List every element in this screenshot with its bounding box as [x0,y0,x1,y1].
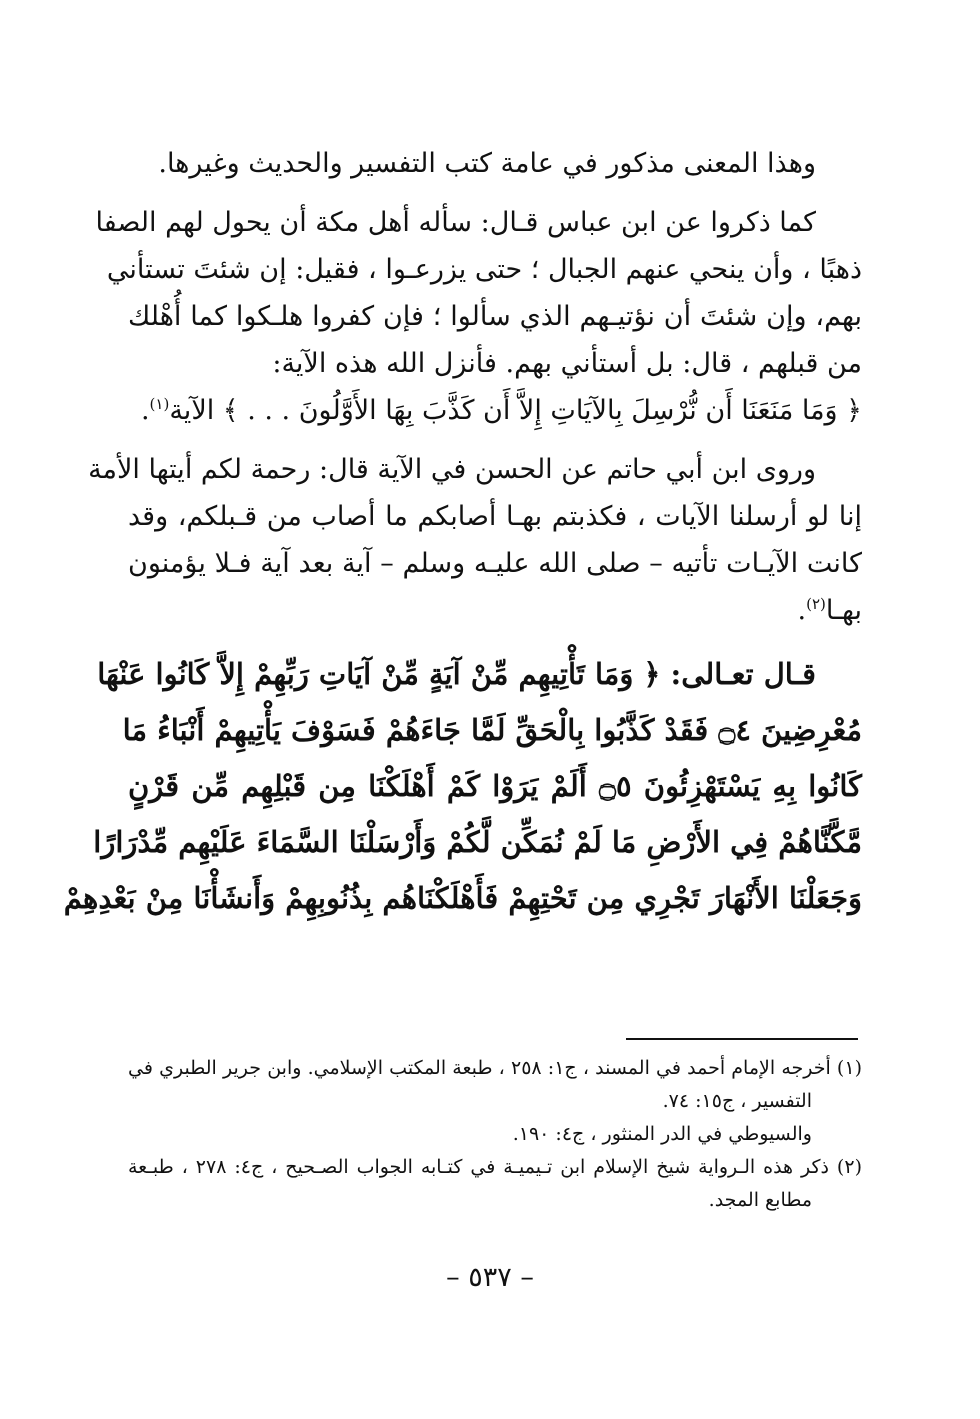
footnote-line: مطابع المجد. [708,1189,812,1211]
paragraph-3 [88,446,862,634]
footnote-line: التفسير ، ج١٥: ٧٤. [662,1090,812,1112]
footnote-1 [128,1052,862,1151]
verse-line: كَانُوا بِهِ يَسْتَهْزِئُونَ ۝٥ أَلَمْ يَرَوْا كَمْ أَهْلَكْنَا مِن قَبْلِهِم مِّن قَرْنٍ [128,769,862,803]
verse-line: مَّكَّنَّاهُمْ فِي الأَرْضِ مَا لَمْ نُمَكِّن لَّكُمْ وَأَرْسَلْنَا السَّمَاءَ عَلَيْهِم مِّدْرَارًا [93,825,862,859]
footnotes [128,1052,862,1217]
footnote-separator [626,1038,858,1040]
footnote-line: (٢) ذكر هذه الـرواية شيخ الإسلام ابن تـيميـة في كتـابه الجواب الصـحيح ، ج٤: ٢٧٨ ، طبـعة [128,1156,862,1178]
paragraph-1 [128,140,862,187]
page-number: – ٥٣٧ – [446,1262,534,1293]
text-line: كما ذكروا عن ابن عباس قـال: سأله أهل مكة أن يحول لهم الصفا [95,207,816,238]
text-fragment: بهـا [825,595,862,626]
text-line: كانت الآيـات تأتيه – صلى الله عليـه وسلم – آية بعد آية فـلا يؤمنون [128,548,862,579]
verse-line: مُعْرِضِينَ ۝٤ فَقَدْ كَذَّبُوا بِالْحَقِّ لَمَّا جَاءَهُمْ فَسَوْفَ يَأْتِيهِمْ أَنْبَاءُ مَا [122,713,862,747]
verse-line: قـال تعـالى: ﴿ وَمَا تَأْتِيهِم مِّنْ آيَةٍ مِّنْ آيَاتِ رَبِّهِمْ إِلاَّ كَانُوا عَنْهَا [97,657,816,691]
line-end: . [797,595,807,626]
paragraph-2 [95,199,862,434]
text-line: ذهبًا ، وأن ينحي عنهم الجبال ؛ حتى يزرعـوا ، فقيل: إن شئتَ تستأني [106,254,862,285]
text-line: وهذا المعنى مذكور في عامة كتب التفسير والحديث وغيرها. [158,148,816,179]
main-text [63,140,862,926]
text-line [128,587,862,634]
footnote-ref-2: (٢) [806,595,826,613]
verse-quote: ﴿ وَمَا مَنَعَنَا أَن نُّرْسِلَ بِالآيَاتِ إِلاَّ أَن كَذَّبَ بِهَا الأَوَّلُونَ . . . ﴾ الآية [169,395,862,426]
text-line: بهم، وإن شئتَ أن نؤتيـهم الذي سألوا ؛ فإن كفروا هلـكوا كما أُهْلك [128,301,862,332]
quran-verse-block [63,646,862,926]
footnote-line: (١) أخرجه الإمام أحمد في المسند ، ج١: ٢٥٨ ، طبعة المكتب الإسلامي. وابن جرير الطبري في [128,1057,862,1079]
verse-line: وَجَعَلْنَا الأَنْهَارَ تَجْرِي مِن تَحْتِهِمْ فَأَهْلَكْنَاهُم بِذُنُوبِهِمْ وَأَنشَأْنَا مِنْ بَعْدِهِمْ [63,881,862,915]
text-line: من قبلهم ، قال: بل أستأني بهم. فأنزل الله هذه الآية: [272,348,862,379]
text-line: إنا لو أرسلنا الآيات ، فكذبتم بهـا أصابكم ما أصاب من قـبلكم، وقد [128,501,862,532]
line-end: . [140,395,150,426]
quoted-verse-line [128,387,862,434]
footnote-ref-1: (١) [149,395,170,413]
text-line: وروى ابن أبي حاتم عن الحسن في الآية قال: رحمة لكم أيتها الأمة [88,454,816,485]
footnote-2 [128,1151,862,1217]
footnote-line: والسيوطي في الدر المنثور ، ج٤: ١٩٠. [512,1123,812,1145]
